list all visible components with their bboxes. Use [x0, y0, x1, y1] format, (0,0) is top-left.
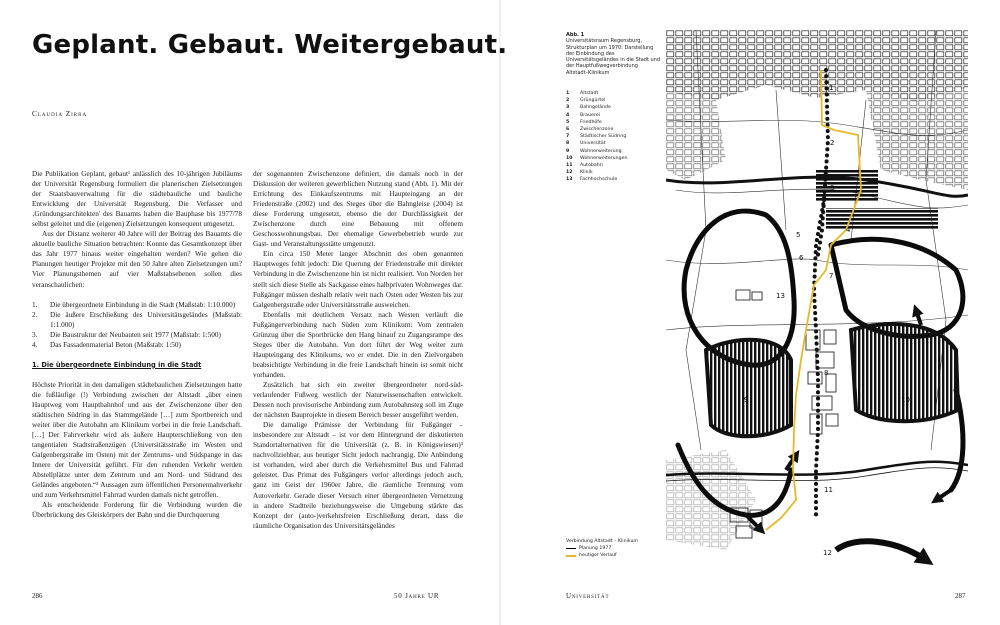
- map-label: 8: [824, 369, 829, 377]
- legend-row: 4 Brauerei: [566, 112, 600, 118]
- map-label: 12: [823, 549, 832, 557]
- map-label: 9: [744, 396, 749, 404]
- map-label: 5: [796, 231, 801, 239]
- paragraph: Ebenfalls mit deutlichem Versatz nach Westen verläuft die Fußgängerverbindung nach Süden zum Klinikum: Vom zentralen Grünzug über die Sportbrücke den Hang hinauf zu Zugangsrampe des Steges über die Autobahn. Von dort führt der Weg weiter zum Haupteingang des Klinikums, wo er endet. Die in den Zielvorgaben beabsichtigte Verbindung in die freie Landschaft hinein ist somit nicht vorhanden.: [253, 310, 463, 379]
- map-label: 4: [846, 226, 851, 234]
- paragraph: Höchste Priorität in den damaligen städtebaulichen Zielsetzungen hatte die fußläufige (!) Verbindung zwischen der Altstadt „über einen Hauptweg vom Hauptbahnhof und aus der Zwischenzone über den städtischen Südring in das Stammgelände […] zum Sportbereich und weiter über die Autobahn am Klinikum vorbei in die freie Landschaft. […] Der Fahrverkehr wird als äußere Haupterschließung von den tangentialen Stadtstraßenzügen (Universitätsstraße im Westen und Galgenbergstraße im Osten) mit der Zentrums- und Südspange in das Innere der Universität geführt. Für den ruhenden Verkehr werden Abstellplätze unter dem Zentrum und am Nord- und Südrand des Geländes angeboten.“² Aussagen zum öffentlichen Personennahverkehr und zum Verkehrsmittel Fahrrad wurden damals nicht getroffen.: [32, 380, 242, 500]
- paragraph: Die Publikation Geplant, gebaut¹ anlässlich des 10-jährigen Jubiläums der Universität Regensburg formuliert die planerischen Zielsetzungen der Staatsbauverwaltung für die städtebauliche und bauliche Entwicklung der Universität Regensburg. Die Verfasser und ‚Gründungsarchitekten' des Bauamts haben die Bauphase bis 1977/78 selbst geleitet und die (eigenen) Zielsetzungen konsequent umgesetzt.: [32, 170, 242, 229]
- legend-row: 3 Bahngelände: [566, 105, 611, 111]
- legend-row: 11 Autobahn: [566, 163, 603, 169]
- current-route-swatch: [566, 555, 576, 557]
- section-heading: 1. Die übergeordnete Einbindung in die Stadt: [32, 360, 202, 369]
- residential-area-10: [851, 324, 958, 421]
- figure-legend: [566, 90, 661, 184]
- page-number-right: 287: [955, 592, 966, 600]
- legend-row: 7 Städtischer Südring: [566, 134, 627, 140]
- paragraph: Die damalige Prämisse der Verbindung für Fußgänger – insbesondere zur Altstadt – ist vor dem Hintergrund der diskutierten Standortalternativen für die Universität (z. B. in Königswiesen)³ nachvollziehbar, aus heutiger Sicht jedoch nachrangig. Die Anbindung ist vorhanden, wird aber durch die Verkehrsmittel Bus und Fahrrad geleistet. Das Primat des Fußgängers verlor allerdings jedoch auch, ganz im Geist der 1960er Jahre, die räumliche Trennung vom Autoverkehr. Gerade dieser Versuch einer übergeordneten Vernetzung in andere Stadtteile beziehungsweise die Umgebung stärkte das Konzept der (auto-)verkehrsfreien Erschließung derart, dass die räumliche Organisation des Universitätsgeländes: [253, 421, 463, 530]
- site-plan-map: [666, 30, 968, 585]
- list-item: 2. Die äußere Erschließung des Universitätsgeländes (Maßstab: 1:1.000): [32, 310, 242, 329]
- page-number-left: 286: [32, 592, 43, 600]
- paragraph: der sogenannten Zwischenzone definiert, die damals noch in der Diskussion der weiteren gewerblichen Nutzung stand (Abb. 1). Mit der Errichtung des Einkaufszentrums mit Haupteingang an der Friedenstraße (2002) und des Steges über die Bahngleise (2004) ist diese Forderung umgesetzt, ebenso die der Durchlässigkeit der Zwischenzone durch eine Bebauung mit offenem Geschosswohnungsbau. Der ehemalige Gewerbebetrieb wurde zur Gast- und Veranstaltungsstätte umgenutzt.: [253, 170, 463, 249]
- legend-row: 8 Universität: [566, 141, 606, 147]
- figure-caption: [566, 32, 661, 76]
- running-head-right: Universität: [566, 592, 610, 600]
- striped-block: [826, 208, 938, 230]
- page-gutter: [499, 0, 501, 625]
- legend-row: 5 Friedhöfe: [566, 119, 602, 125]
- paragraph: Aus der Distanz weiterer 40 Jahre will der Beitrag des Bauamts die aktuelle bauliche Situation betrachten: Konnte das Gesamtkonzept über das Jahr 1977 hinaus weiter eingehalten werden? Wie gehen die Planungen heutiger Projekte mit den 50 Jahre alten Zielsetzungen um? Vier Planungsthemen auf vier Maßstabsebenen sollen dies veranschaulichen:: [32, 230, 242, 289]
- author-name: Claudia Zirra: [32, 110, 88, 118]
- map-label: 10: [901, 396, 910, 404]
- legend-row: 2 Grüngürtel: [566, 98, 606, 104]
- article-title: Geplant. Gebaut. Weitergebaut.: [32, 30, 508, 60]
- route-key-title: Verbindung Altstadt – Klinikum: [566, 539, 638, 544]
- legend-row: 1 Altstadt: [566, 91, 599, 96]
- list-item: 3. Die Baustruktur der Neubauten seit 1977 (Maßstab: 1:500): [32, 330, 221, 339]
- topic-list: [32, 300, 242, 350]
- old-town-area: [666, 30, 968, 102]
- list-item: 4. Das Fassadenmaterial Beton (Maßstab: 1:50): [32, 340, 181, 349]
- text-column-2: [253, 169, 463, 531]
- figure-label: Abb. 1: [566, 32, 585, 38]
- legend-row: 13 Fachhochschule: [566, 177, 618, 183]
- list-item: 1. Die übergeordnete Einbindung in die Stadt (Maßstab: 1:10.000): [32, 300, 236, 309]
- map-label: 11: [824, 486, 833, 494]
- paragraph: Als entscheidende Forderung für die Verbindung wurden die Überbrückung des Gleiskörpers der Bahn und die Durchquerung: [32, 501, 242, 520]
- text-column-1: [32, 169, 242, 521]
- residential-area-9: [706, 340, 791, 436]
- legend-row: 9 Wohnerweiterung: [566, 148, 622, 154]
- map-label: 2: [830, 139, 835, 147]
- map-label: 3: [830, 184, 835, 192]
- legend-row: 12 Klinik: [566, 170, 593, 176]
- planned-route-swatch: [566, 548, 576, 549]
- map-label: 6: [799, 254, 804, 262]
- running-head-left: 50 Jahre UR: [394, 592, 440, 600]
- route-key-row: Planung 1977: [566, 545, 676, 552]
- legend-row: 10 Wohnerweiterungen: [566, 155, 628, 161]
- paragraph: Ein circa 150 Meter langer Abschnitt des oben genannten Hauptweges fehlt jedoch: Die Querung der Friedenstraße mit direkter Verbindung in die Zwischenzone hin ist nicht realisiert. Von Norden her stellt sich diese Stelle als Sackgasse eines halbprivaten Wohnweges dar. Fußgänger müssen deshalb relativ weit nach Osten oder Westen bis zur Galgenbergstraße oder Universitätsstraße ausweichen.: [253, 250, 463, 309]
- route-key: [566, 538, 676, 559]
- map-label: 1: [829, 84, 834, 92]
- legend-row: 6 Zwischenzone: [566, 127, 614, 133]
- paragraph: Zusätzlich hat sich ein zweiter übergeordneter nord-süd-verlaufender Fußweg westlich der Naturwissenschaften entwickelt. Dessen noch provisorische Anbindung zum Autobahnsteg soll im Zuge der nächsten Bauprojekte in diesem Bereich besser ausgeführt werden.: [253, 380, 463, 420]
- map-label: 13: [776, 292, 785, 300]
- figure-caption-text: Universitätsraum Regensburg, Strukturplan um 1970: Darstellung der Einbindung des Universitätsgeländes in die Stadt und der Hauptfußwegverbindung Altstadt–Klinikum: [566, 38, 661, 76]
- map-label: 7: [829, 272, 834, 280]
- route-key-row: heutiger Verlauf: [566, 552, 676, 559]
